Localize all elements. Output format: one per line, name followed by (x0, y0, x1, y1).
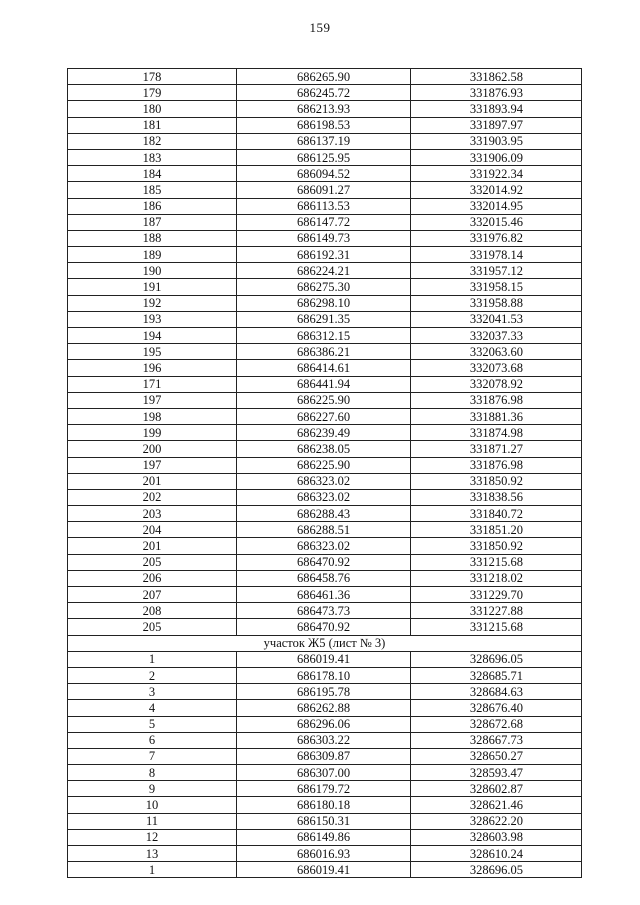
x-coordinate-cell: 686303.22 (237, 732, 411, 748)
table-row (68, 247, 582, 263)
y-coordinate-cell: 331958.88 (411, 295, 582, 311)
point-number-cell: 178 (68, 69, 237, 85)
x-coordinate-cell: 686239.49 (237, 425, 411, 441)
y-coordinate-cell: 331958.15 (411, 279, 582, 295)
table-row (68, 441, 582, 457)
x-coordinate-cell: 686309.87 (237, 748, 411, 764)
x-coordinate-cell: 686386.21 (237, 344, 411, 360)
point-number-cell: 187 (68, 214, 237, 230)
y-coordinate-cell: 331976.82 (411, 230, 582, 246)
y-coordinate-cell: 331957.12 (411, 263, 582, 279)
table-row (68, 797, 582, 813)
point-number-cell: 202 (68, 489, 237, 505)
y-coordinate-cell: 331906.09 (411, 149, 582, 165)
table-row (68, 473, 582, 489)
x-coordinate-cell: 686094.52 (237, 166, 411, 182)
table-row (68, 149, 582, 165)
point-number-cell: 8 (68, 765, 237, 781)
x-coordinate-cell: 686265.90 (237, 69, 411, 85)
y-coordinate-cell: 328684.63 (411, 684, 582, 700)
y-coordinate-cell: 328610.24 (411, 846, 582, 862)
table-row (68, 182, 582, 198)
table-row (68, 554, 582, 570)
table-row (68, 732, 582, 748)
coordinates-table-body-top (68, 69, 582, 636)
y-coordinate-cell: 331227.88 (411, 603, 582, 619)
table-row (68, 344, 582, 360)
point-number-cell: 197 (68, 392, 237, 408)
y-coordinate-cell: 332037.33 (411, 328, 582, 344)
x-coordinate-cell: 686227.60 (237, 408, 411, 424)
y-coordinate-cell: 328622.20 (411, 813, 582, 829)
y-coordinate-cell: 328672.68 (411, 716, 582, 732)
x-coordinate-cell: 686298.10 (237, 295, 411, 311)
table-row (68, 781, 582, 797)
y-coordinate-cell: 331876.98 (411, 392, 582, 408)
point-number-cell: 204 (68, 522, 237, 538)
x-coordinate-cell: 686198.53 (237, 117, 411, 133)
point-number-cell: 208 (68, 603, 237, 619)
table-row (68, 85, 582, 101)
table-row (68, 489, 582, 505)
point-number-cell: 205 (68, 619, 237, 635)
table-row (68, 360, 582, 376)
y-coordinate-cell: 331229.70 (411, 587, 582, 603)
x-coordinate-cell: 686323.02 (237, 473, 411, 489)
point-number-cell: 1 (68, 862, 237, 878)
y-coordinate-cell: 331881.36 (411, 408, 582, 424)
table-row (68, 813, 582, 829)
point-number-cell: 7 (68, 748, 237, 764)
y-coordinate-cell: 331876.93 (411, 85, 582, 101)
point-number-cell: 3 (68, 684, 237, 700)
y-coordinate-cell: 328696.05 (411, 862, 582, 878)
x-coordinate-cell: 686225.90 (237, 392, 411, 408)
point-number-cell: 189 (68, 247, 237, 263)
table-row (68, 716, 582, 732)
x-coordinate-cell: 686091.27 (237, 182, 411, 198)
x-coordinate-cell: 686192.31 (237, 247, 411, 263)
table-row (68, 425, 582, 441)
y-coordinate-cell: 332073.68 (411, 360, 582, 376)
x-coordinate-cell: 686016.93 (237, 846, 411, 862)
x-coordinate-cell: 686150.31 (237, 813, 411, 829)
point-number-cell: 182 (68, 133, 237, 149)
y-coordinate-cell: 328603.98 (411, 829, 582, 845)
y-coordinate-cell: 328696.05 (411, 651, 582, 667)
point-number-cell: 200 (68, 441, 237, 457)
y-coordinate-cell: 332041.53 (411, 311, 582, 327)
point-number-cell: 186 (68, 198, 237, 214)
y-coordinate-cell: 331840.72 (411, 506, 582, 522)
table-row (68, 101, 582, 117)
y-coordinate-cell: 331922.34 (411, 166, 582, 182)
x-coordinate-cell: 686147.72 (237, 214, 411, 230)
point-number-cell: 171 (68, 376, 237, 392)
table-row (68, 522, 582, 538)
x-coordinate-cell: 686245.72 (237, 85, 411, 101)
point-number-cell: 190 (68, 263, 237, 279)
y-coordinate-cell: 331838.56 (411, 489, 582, 505)
x-coordinate-cell: 686019.41 (237, 651, 411, 667)
point-number-cell: 180 (68, 101, 237, 117)
point-number-cell: 195 (68, 344, 237, 360)
point-number-cell: 191 (68, 279, 237, 295)
table-row (68, 862, 582, 878)
table-row (68, 198, 582, 214)
coordinates-table-body-section (68, 651, 582, 878)
y-coordinate-cell: 332014.92 (411, 182, 582, 198)
table-row (68, 133, 582, 149)
x-coordinate-cell: 686224.21 (237, 263, 411, 279)
point-number-cell: 10 (68, 797, 237, 813)
point-number-cell: 196 (68, 360, 237, 376)
y-coordinate-cell: 331850.92 (411, 538, 582, 554)
table-row (68, 651, 582, 667)
table-row (68, 700, 582, 716)
x-coordinate-cell: 686225.90 (237, 457, 411, 473)
point-number-cell: 4 (68, 700, 237, 716)
x-coordinate-cell: 686262.88 (237, 700, 411, 716)
table-row (68, 765, 582, 781)
table-row (68, 328, 582, 344)
y-coordinate-cell: 328593.47 (411, 765, 582, 781)
y-coordinate-cell: 328621.46 (411, 797, 582, 813)
point-number-cell: 205 (68, 554, 237, 570)
point-number-cell: 12 (68, 829, 237, 845)
y-coordinate-cell: 332078.92 (411, 376, 582, 392)
x-coordinate-cell: 686312.15 (237, 328, 411, 344)
table-row (68, 311, 582, 327)
point-number-cell: 6 (68, 732, 237, 748)
y-coordinate-cell: 328676.40 (411, 700, 582, 716)
x-coordinate-cell: 686470.92 (237, 619, 411, 635)
x-coordinate-cell: 686149.73 (237, 230, 411, 246)
y-coordinate-cell: 331897.97 (411, 117, 582, 133)
point-number-cell: 201 (68, 538, 237, 554)
table-row (68, 829, 582, 845)
y-coordinate-cell: 331215.68 (411, 554, 582, 570)
x-coordinate-cell: 686470.92 (237, 554, 411, 570)
x-coordinate-cell: 686238.05 (237, 441, 411, 457)
table-row (68, 619, 582, 635)
x-coordinate-cell: 686125.95 (237, 149, 411, 165)
table-row (68, 667, 582, 683)
x-coordinate-cell: 686288.51 (237, 522, 411, 538)
x-coordinate-cell: 686461.36 (237, 587, 411, 603)
x-coordinate-cell: 686113.53 (237, 198, 411, 214)
point-number-cell: 199 (68, 425, 237, 441)
x-coordinate-cell: 686195.78 (237, 684, 411, 700)
x-coordinate-cell: 686137.19 (237, 133, 411, 149)
y-coordinate-cell: 331978.14 (411, 247, 582, 263)
point-number-cell: 197 (68, 457, 237, 473)
point-number-cell: 193 (68, 311, 237, 327)
x-coordinate-cell: 686458.76 (237, 570, 411, 586)
point-number-cell: 11 (68, 813, 237, 829)
x-coordinate-cell: 686288.43 (237, 506, 411, 522)
y-coordinate-cell: 331893.94 (411, 101, 582, 117)
table-row (68, 603, 582, 619)
x-coordinate-cell: 686307.00 (237, 765, 411, 781)
section-label: участок Ж5 (лист № 3) (68, 635, 582, 651)
point-number-cell: 203 (68, 506, 237, 522)
point-number-cell: 5 (68, 716, 237, 732)
y-coordinate-cell: 332063.60 (411, 344, 582, 360)
point-number-cell: 13 (68, 846, 237, 862)
table-row (68, 570, 582, 586)
x-coordinate-cell: 686213.93 (237, 101, 411, 117)
table-row (68, 408, 582, 424)
y-coordinate-cell: 331903.95 (411, 133, 582, 149)
x-coordinate-cell: 686275.30 (237, 279, 411, 295)
section-header (68, 635, 582, 651)
x-coordinate-cell: 686296.06 (237, 716, 411, 732)
table-row (68, 263, 582, 279)
y-coordinate-cell: 331218.02 (411, 570, 582, 586)
table-row (68, 295, 582, 311)
x-coordinate-cell: 686179.72 (237, 781, 411, 797)
point-number-cell: 207 (68, 587, 237, 603)
point-number-cell: 2 (68, 667, 237, 683)
y-coordinate-cell: 331851.20 (411, 522, 582, 538)
y-coordinate-cell: 328650.27 (411, 748, 582, 764)
x-coordinate-cell: 686291.35 (237, 311, 411, 327)
table-row (68, 748, 582, 764)
table-row (68, 587, 582, 603)
x-coordinate-cell: 686473.73 (237, 603, 411, 619)
table-row (68, 69, 582, 85)
y-coordinate-cell: 331874.98 (411, 425, 582, 441)
y-coordinate-cell: 331215.68 (411, 619, 582, 635)
table-row (68, 279, 582, 295)
x-coordinate-cell: 686019.41 (237, 862, 411, 878)
point-number-cell: 184 (68, 166, 237, 182)
point-number-cell: 194 (68, 328, 237, 344)
y-coordinate-cell: 332015.46 (411, 214, 582, 230)
point-number-cell: 201 (68, 473, 237, 489)
point-number-cell: 9 (68, 781, 237, 797)
y-coordinate-cell: 331876.98 (411, 457, 582, 473)
table-row (68, 457, 582, 473)
y-coordinate-cell: 328667.73 (411, 732, 582, 748)
point-number-cell: 185 (68, 182, 237, 198)
table-row (68, 214, 582, 230)
point-number-cell: 181 (68, 117, 237, 133)
table-row (68, 230, 582, 246)
y-coordinate-cell: 328685.71 (411, 667, 582, 683)
x-coordinate-cell: 686180.18 (237, 797, 411, 813)
y-coordinate-cell: 328602.87 (411, 781, 582, 797)
table-row (68, 117, 582, 133)
page-number: 159 (309, 20, 331, 35)
x-coordinate-cell: 686441.94 (237, 376, 411, 392)
point-number-cell: 188 (68, 230, 237, 246)
y-coordinate-cell: 331850.92 (411, 473, 582, 489)
y-coordinate-cell: 332014.95 (411, 198, 582, 214)
y-coordinate-cell: 331862.58 (411, 69, 582, 85)
point-number-cell: 1 (68, 651, 237, 667)
x-coordinate-cell: 686323.02 (237, 538, 411, 554)
point-number-cell: 179 (68, 85, 237, 101)
table-row (68, 684, 582, 700)
point-number-cell: 206 (68, 570, 237, 586)
coordinates-table (67, 68, 582, 878)
table-row (68, 506, 582, 522)
point-number-cell: 198 (68, 408, 237, 424)
table-row (68, 846, 582, 862)
x-coordinate-cell: 686178.10 (237, 667, 411, 683)
table-row (68, 166, 582, 182)
y-coordinate-cell: 331871.27 (411, 441, 582, 457)
table-row (68, 392, 582, 408)
section-row (68, 635, 582, 651)
point-number-cell: 192 (68, 295, 237, 311)
point-number-cell: 183 (68, 149, 237, 165)
table-row (68, 376, 582, 392)
table-row (68, 538, 582, 554)
x-coordinate-cell: 686414.61 (237, 360, 411, 376)
x-coordinate-cell: 686149.86 (237, 829, 411, 845)
x-coordinate-cell: 686323.02 (237, 489, 411, 505)
